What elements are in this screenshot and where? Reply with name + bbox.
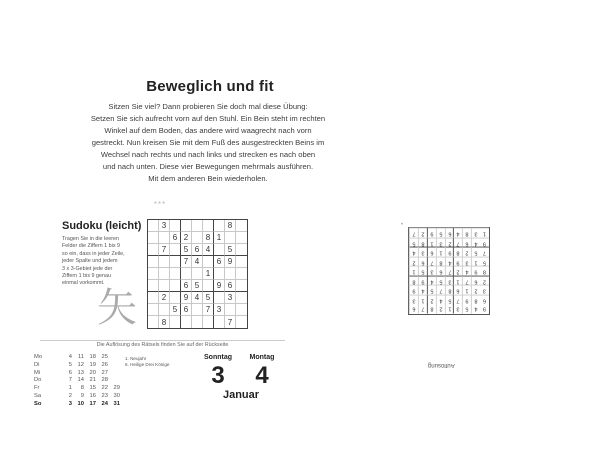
solution-cell: 2: [445, 238, 454, 248]
calendar-date: 26: [101, 361, 108, 368]
sudoku-cell: [170, 256, 181, 268]
calendar-date: 17: [89, 400, 96, 407]
solution-cell: 7: [453, 238, 462, 248]
solution-marker: •: [401, 222, 404, 228]
sudoku-cell: 3: [214, 304, 225, 316]
solution-cell: 9: [409, 285, 418, 295]
rules-line: Ziffern 1 bis 9 genau: [62, 273, 112, 280]
calendar-date: 14: [77, 377, 84, 384]
sudoku-cell: [203, 220, 214, 232]
solution-cell: 2: [418, 228, 427, 238]
solution-cell: 1: [436, 247, 445, 257]
sudoku-cell: 9: [214, 280, 225, 292]
calendar-date: 4: [68, 354, 72, 360]
solution-cell: 5: [436, 276, 445, 286]
sudoku-cell: [148, 316, 159, 328]
day-name: Sonntag: [204, 354, 232, 361]
solution-cell: 2: [409, 257, 418, 267]
calendar-date: 28: [101, 377, 108, 384]
sudoku-cell: [192, 232, 203, 244]
sudoku-cell: 6: [181, 280, 192, 292]
solution-cell: 3: [418, 247, 427, 257]
calendar-date: 16: [89, 392, 96, 399]
sudoku-cell: 7: [225, 316, 236, 328]
sudoku-cell: 6: [225, 280, 236, 292]
solution-cell: 1: [418, 295, 427, 305]
solution-cell: 1: [427, 238, 436, 248]
solution-grid: [408, 227, 490, 315]
solution-cell: 4: [409, 247, 418, 257]
sudoku-cell: 8: [225, 220, 236, 232]
sudoku-cell: [181, 268, 192, 280]
solution-cell: 4: [418, 285, 427, 295]
sudoku-cell: 7: [203, 304, 214, 316]
article-title: Beweglich und fit: [146, 78, 274, 95]
solution-cell: 9: [418, 276, 427, 286]
article-line: Sitzen Sie viel? Dann probieren Sie doch mal diese Übung:: [108, 102, 308, 111]
solution-cell: 4: [436, 295, 445, 305]
solution-hint: Die Auflösung des Rätsels finden Sie auf der Rückseite: [40, 340, 285, 348]
solution-cell: 1: [445, 304, 454, 314]
solution-cell: 7: [436, 285, 445, 295]
sudoku-cell: 6: [181, 304, 192, 316]
solution-cell: 9: [471, 266, 480, 276]
solution-cell: 5: [471, 247, 480, 257]
solution-cell: 1: [471, 257, 480, 267]
sudoku-cell: [236, 256, 247, 268]
sudoku-cell: 4: [192, 256, 203, 268]
sudoku-cell: [225, 304, 236, 316]
solution-cell: 3: [462, 257, 471, 267]
calendar-date: 23: [101, 392, 108, 399]
solution-cell: 7: [418, 304, 427, 314]
article-line: Wechsel nach rechts und nach links und strecken es nach oben: [100, 150, 316, 159]
sudoku-cell: [225, 268, 236, 280]
article-line: Mit dem anderen Bein wiederholen.: [148, 174, 268, 183]
solution-cell: 3: [445, 276, 454, 286]
rules-line: 3 x 3-Gebiet jede der: [62, 265, 113, 272]
sudoku-cell: 4: [203, 244, 214, 256]
calendar-date: 7: [68, 377, 72, 384]
solution-cell: 9: [427, 228, 436, 238]
solution-cell: 8: [471, 295, 480, 305]
sudoku-cell: [181, 316, 192, 328]
solution-cell: 2: [480, 276, 489, 286]
solution-cell: 4: [453, 228, 462, 238]
calendar-date: 25: [101, 354, 108, 360]
sudoku-cell: 5: [203, 292, 214, 304]
sudoku-cell: 2: [159, 292, 170, 304]
solution-cell: 7: [462, 276, 471, 286]
sudoku-cell: [148, 280, 159, 292]
solution-cell: 8: [409, 276, 418, 286]
solution-cell: 6: [462, 238, 471, 248]
solution-cell: 2: [462, 247, 471, 257]
solution-cell: 9: [480, 238, 489, 248]
sudoku-cell: 4: [192, 292, 203, 304]
sudoku-cell: [214, 316, 225, 328]
solution-cell: 6: [436, 266, 445, 276]
calendar-date: 22: [101, 385, 108, 392]
calendar-week-row: [60, 385, 120, 393]
weekday-label: Mo: [34, 354, 43, 360]
calendar-week-row: [60, 354, 120, 362]
sudoku-cell: [170, 220, 181, 232]
solution-cell: 3: [471, 228, 480, 238]
sudoku-cell: [159, 256, 170, 268]
sudoku-cell: [170, 268, 181, 280]
sudoku-cell: [236, 292, 247, 304]
solution-cell: 5: [418, 266, 427, 276]
solution-cell: 9: [453, 257, 462, 267]
solution-cell: 3: [409, 295, 418, 305]
day-number: 3: [211, 362, 225, 389]
article-line: und nach unten. Diese vier Bewegungen mehrmals ausführen.: [102, 162, 314, 171]
sudoku-cell: 1: [214, 232, 225, 244]
sudoku-cell: [148, 220, 159, 232]
sudoku-cell: [214, 220, 225, 232]
solution-cell: 2: [436, 304, 445, 314]
sudoku-cell: [236, 232, 247, 244]
solution-cell: 1: [453, 276, 462, 286]
solution-cell: 8: [462, 228, 471, 238]
weekday-label: Do: [34, 377, 42, 384]
solution-cell: 5: [427, 285, 436, 295]
solution-cell: 8: [453, 247, 462, 257]
calendar-week-row: [60, 401, 120, 409]
solution-cell: 8: [418, 238, 427, 248]
calendar-date: 29: [113, 385, 120, 392]
calendar-date: 30: [113, 392, 120, 399]
sudoku-cell: [203, 280, 214, 292]
sudoku-cell: [236, 280, 247, 292]
sudoku-grid: [147, 219, 248, 329]
sudoku-cell: [192, 220, 203, 232]
sudoku-cell: 5: [225, 244, 236, 256]
day-number: 4: [255, 362, 269, 389]
solution-cell: 1: [462, 285, 471, 295]
calendar-date: 12: [77, 361, 84, 368]
solution-cell: 3: [427, 266, 436, 276]
rules-line: Tragen Sie in die leeren: [62, 236, 120, 242]
solution-cell: 2: [471, 285, 480, 295]
sudoku-cell: [159, 268, 170, 280]
sudoku-cell: [170, 280, 181, 292]
solution-cell: 2: [427, 295, 436, 305]
solution-cell: 9: [445, 247, 454, 257]
sudoku-cell: [214, 244, 225, 256]
solution-cell: 6: [471, 276, 480, 286]
sudoku-cell: [148, 256, 159, 268]
calendar-week-row: [60, 393, 120, 401]
calendar-date: 8: [80, 385, 84, 392]
sudoku-cell: 7: [159, 244, 170, 256]
sudoku-cell: 1: [203, 268, 214, 280]
solution-cell: 7: [409, 228, 418, 238]
sudoku-cell: 3: [159, 220, 170, 232]
weekday-label: Sa: [34, 392, 42, 399]
solution-cell: 9: [462, 295, 471, 305]
rules-line: Felder die Ziffern 1 bis 9: [62, 243, 121, 250]
solution-cell: 8: [480, 266, 489, 276]
sudoku-cell: 2: [181, 232, 192, 244]
calendar-date: 31: [113, 400, 120, 407]
month-name: Januar: [222, 389, 260, 401]
sudoku-cell: 6: [192, 244, 203, 256]
sudoku-cell: [236, 316, 247, 328]
holiday-list: [125, 356, 169, 369]
solution-cell: 5: [462, 304, 471, 314]
solution-cell: 6: [445, 228, 454, 238]
solution-cell: 6: [409, 304, 418, 314]
solution-cell: 7: [480, 247, 489, 257]
weekday-label: Fr: [34, 385, 40, 392]
solution-cell: 2: [453, 266, 462, 276]
calendar-date: 27: [101, 369, 108, 376]
sudoku-cell: [214, 268, 225, 280]
sudoku-cell: [181, 220, 192, 232]
calendar-weekdays: [34, 354, 42, 409]
solution-cell: 1: [480, 228, 489, 238]
solution-cell: 5: [480, 257, 489, 267]
calendar-date: 2: [68, 392, 72, 399]
rules-line: jeder Spalte und jedem: [62, 258, 118, 265]
sudoku-cell: [170, 244, 181, 256]
sudoku-cell: 9: [181, 292, 192, 304]
solution-cell: 8: [445, 285, 454, 295]
calendar-week-row: [60, 377, 120, 385]
calendar-date: 11: [77, 354, 84, 360]
solution-cell: 4: [471, 304, 480, 314]
sudoku-cell: [148, 268, 159, 280]
sudoku-cell: [214, 292, 225, 304]
sudoku-cell: 3: [225, 292, 236, 304]
calendar-date: 6: [68, 369, 72, 376]
sudoku-cell: [192, 316, 203, 328]
solution-cell: 3: [436, 238, 445, 248]
solution-cell: 9: [483, 306, 487, 313]
kanji-decoration: 矢: [97, 285, 137, 331]
holiday-item: 6. Heilige Drei Könige: [125, 362, 170, 368]
calendar-day-monday: [242, 354, 282, 388]
calendar-week-row: [60, 362, 120, 370]
sudoku-cell: [170, 316, 181, 328]
rules-line: einmal vorkommt.: [62, 280, 105, 287]
calendar-date: 20: [89, 369, 96, 376]
solution-cell: 7: [453, 295, 462, 305]
solution-cell: 1: [409, 266, 418, 276]
article-body: [28, 101, 388, 185]
sudoku-cell: [236, 244, 247, 256]
solution-cell: 4: [445, 257, 454, 267]
sudoku-cell: 5: [170, 304, 181, 316]
sudoku-cell: 6: [214, 256, 225, 268]
article-line: Setzen Sie sich aufrecht vorn auf den Stuhl. Ein Bein steht im rechten: [90, 114, 326, 123]
weekday-label: Di: [34, 361, 40, 368]
calendar-date: 9: [80, 392, 84, 399]
sudoku-cell: [203, 316, 214, 328]
sudoku-cell: [225, 232, 236, 244]
sudoku-cell: 8: [159, 316, 170, 328]
solution-cell: 6: [418, 257, 427, 267]
sudoku-cell: [148, 244, 159, 256]
calendar-month-grid: [60, 354, 120, 409]
solution-cell: 3: [453, 304, 462, 314]
solution-cell: 3: [480, 285, 489, 295]
holiday-item: 1. Neujahr: [125, 356, 147, 361]
solution-cell: 7: [427, 257, 436, 267]
sudoku-cell: [148, 304, 159, 316]
calendar-date: 10: [77, 400, 84, 407]
calendar-week-row: [60, 370, 120, 378]
sudoku-cell: 9: [225, 256, 236, 268]
calendar-date: 13: [77, 369, 84, 376]
section-divider: ***: [153, 200, 167, 209]
article-line: Winkel auf dem Boden, das andere wird waagrecht nach vorn: [104, 126, 312, 135]
sudoku-cell: [236, 268, 247, 280]
article-line: gestreckt. Nun kreisen Sie mit dem Fuß des ausgestreckten Beins im: [91, 138, 325, 147]
sudoku-cell: [236, 304, 247, 316]
calendar-date: 24: [101, 400, 108, 407]
solution-label: Auflösung: [428, 362, 455, 368]
calendar-date: 3: [68, 400, 72, 407]
sudoku-cell: [192, 304, 203, 316]
sudoku-cell: [159, 304, 170, 316]
sudoku-cell: [203, 256, 214, 268]
sudoku-cell: 6: [170, 232, 181, 244]
sudoku-cell: [148, 292, 159, 304]
sudoku-cell: [159, 280, 170, 292]
solution-cell: 7: [445, 266, 454, 276]
solution-cell: 6: [427, 247, 436, 257]
calendar-date: 18: [89, 354, 96, 360]
solution-cell: 8: [427, 304, 436, 314]
solution-cell: 5: [445, 295, 454, 305]
sudoku-cell: 5: [192, 280, 203, 292]
solution-cell: 6: [453, 285, 462, 295]
calendar-date: 19: [89, 361, 96, 368]
calendar-date: 5: [68, 361, 72, 368]
solution-cell: 5: [409, 238, 418, 248]
solution-cell: 4: [471, 238, 480, 248]
weekday-label: So: [34, 400, 42, 407]
weekday-label: Mi: [34, 369, 41, 376]
sudoku-cell: [159, 232, 170, 244]
sudoku-cell: [236, 220, 247, 232]
solution-cell: 4: [462, 266, 471, 276]
solution-cell: 6: [480, 295, 489, 305]
calendar-date: 15: [89, 385, 96, 392]
sudoku-cell: [192, 268, 203, 280]
calendar-day-sunday: [198, 354, 238, 388]
sudoku-cell: [148, 232, 159, 244]
sudoku-cell: 7: [181, 256, 192, 268]
sudoku-title: Sudoku (leicht): [62, 220, 142, 232]
solution-cell: 8: [436, 257, 445, 267]
calendar-date: 1: [68, 385, 72, 392]
calendar-date: 21: [89, 377, 96, 384]
sudoku-cell: 8: [203, 232, 214, 244]
rules-line: so ein, dass in jeder Zeile,: [62, 250, 125, 257]
day-name: Montag: [249, 354, 275, 361]
solution-cell: 5: [436, 228, 445, 238]
sudoku-cell: [170, 292, 181, 304]
solution-cell: 4: [427, 276, 436, 286]
sudoku-cell: 5: [181, 244, 192, 256]
